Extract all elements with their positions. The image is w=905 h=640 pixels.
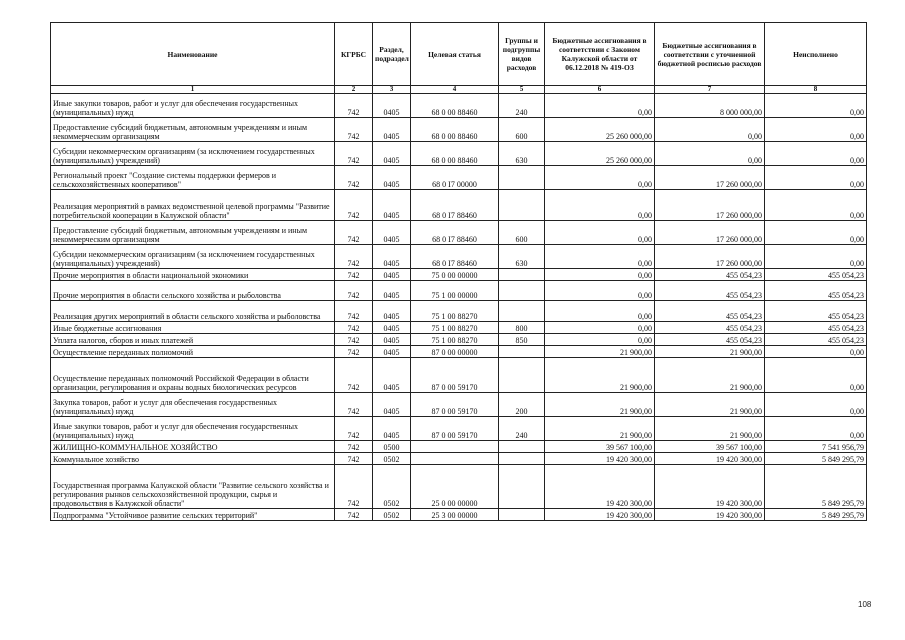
row-group: 240 <box>499 94 545 118</box>
row-group: 600 <box>499 221 545 245</box>
row-unspent: 7 541 956,79 <box>765 441 867 453</box>
row-name: Уплата налогов, сборов и иных платежей <box>51 334 335 346</box>
row-target: 75 0 00 00000 <box>411 269 499 281</box>
row-section: 0502 <box>373 509 411 521</box>
table-row <box>51 221 867 245</box>
row-section: 0500 <box>373 441 411 453</box>
row-name: Коммунальное хозяйство <box>51 453 335 465</box>
row-name: Региональный проект "Создание системы поддержки фермеров и сельскохозяйственных кооперативов" <box>51 166 335 190</box>
header-section: Раздел, подраздел <box>373 23 411 86</box>
row-budget-refined: 19 420 300,00 <box>655 453 765 465</box>
table-row <box>51 166 867 190</box>
row-unspent: 5 849 295,79 <box>765 509 867 521</box>
row-target: 68 0 I7 00000 <box>411 166 499 190</box>
table-row <box>51 346 867 358</box>
row-kgrbs: 742 <box>335 94 373 118</box>
row-kgrbs: 742 <box>335 441 373 453</box>
row-unspent: 455 054,23 <box>765 301 867 322</box>
row-group <box>499 166 545 190</box>
row-budget-refined: 17 260 000,00 <box>655 190 765 221</box>
row-name: Закупка товаров, работ и услуг для обеспечения государственных (муниципальных) нужд <box>51 393 335 417</box>
row-section: 0405 <box>373 142 411 166</box>
row-name: Иные бюджетные ассигнования <box>51 322 335 334</box>
row-unspent: 455 054,23 <box>765 269 867 281</box>
row-section: 0502 <box>373 465 411 509</box>
row-name: Подпрограмма "Устойчивое развитие сельских территорий" <box>51 509 335 521</box>
row-budget-refined: 0,00 <box>655 142 765 166</box>
row-kgrbs: 742 <box>335 453 373 465</box>
row-budget-refined: 8 000 000,00 <box>655 94 765 118</box>
row-target <box>411 453 499 465</box>
row-target: 87 0 00 59170 <box>411 393 499 417</box>
row-name: Прочие мероприятия в области сельского хозяйства и рыболовства <box>51 281 335 301</box>
row-group <box>499 281 545 301</box>
row-group <box>499 346 545 358</box>
row-unspent: 0,00 <box>765 142 867 166</box>
row-unspent: 0,00 <box>765 190 867 221</box>
row-section: 0405 <box>373 358 411 393</box>
row-kgrbs: 742 <box>335 118 373 142</box>
row-budget-law: 0,00 <box>545 269 655 281</box>
row-section: 0405 <box>373 281 411 301</box>
row-section: 0405 <box>373 393 411 417</box>
row-group <box>499 269 545 281</box>
row-kgrbs: 742 <box>335 358 373 393</box>
row-kgrbs: 742 <box>335 190 373 221</box>
table-row <box>51 509 867 521</box>
row-group: 850 <box>499 334 545 346</box>
row-budget-law: 21 900,00 <box>545 417 655 441</box>
row-section: 0405 <box>373 322 411 334</box>
col-number: 8 <box>765 86 867 94</box>
table-row <box>51 393 867 417</box>
row-budget-law: 25 260 000,00 <box>545 142 655 166</box>
table-body <box>51 94 867 521</box>
row-group: 800 <box>499 322 545 334</box>
row-section: 0405 <box>373 269 411 281</box>
row-section: 0405 <box>373 94 411 118</box>
row-budget-law: 0,00 <box>545 301 655 322</box>
header-target: Целевая статья <box>411 23 499 86</box>
row-target: 87 0 00 59170 <box>411 417 499 441</box>
row-section: 0405 <box>373 190 411 221</box>
row-name: Субсидии некоммерческим организациям (за исключением государственных (муниципальных) учреждений) <box>51 142 335 166</box>
table-row <box>51 453 867 465</box>
col-number: 3 <box>373 86 411 94</box>
col-number: 1 <box>51 86 335 94</box>
row-kgrbs: 742 <box>335 142 373 166</box>
row-section: 0405 <box>373 245 411 269</box>
row-budget-refined: 19 420 300,00 <box>655 509 765 521</box>
column-number-row <box>51 86 867 94</box>
row-target: 25 3 00 00000 <box>411 509 499 521</box>
table-row <box>51 269 867 281</box>
row-budget-law: 0,00 <box>545 190 655 221</box>
row-budget-law: 0,00 <box>545 245 655 269</box>
row-kgrbs: 742 <box>335 334 373 346</box>
row-kgrbs: 742 <box>335 346 373 358</box>
row-budget-law: 21 900,00 <box>545 346 655 358</box>
row-kgrbs: 742 <box>335 269 373 281</box>
row-budget-refined: 39 567 100,00 <box>655 441 765 453</box>
row-budget-refined: 19 420 300,00 <box>655 465 765 509</box>
row-unspent: 5 849 295,79 <box>765 453 867 465</box>
table-row <box>51 94 867 118</box>
header-groups: Группы и подгруппы видов расходов <box>499 23 545 86</box>
row-name: Осуществление переданных полномочий <box>51 346 335 358</box>
row-unspent: 0,00 <box>765 245 867 269</box>
row-target: 75 1 00 00000 <box>411 281 499 301</box>
col-number: 2 <box>335 86 373 94</box>
row-kgrbs: 742 <box>335 301 373 322</box>
row-budget-law: 25 260 000,00 <box>545 118 655 142</box>
row-target <box>411 441 499 453</box>
row-budget-refined: 455 054,23 <box>655 334 765 346</box>
row-budget-law: 0,00 <box>545 281 655 301</box>
row-unspent: 0,00 <box>765 221 867 245</box>
row-budget-refined: 455 054,23 <box>655 269 765 281</box>
row-budget-refined: 455 054,23 <box>655 301 765 322</box>
row-budget-law: 19 420 300,00 <box>545 453 655 465</box>
header-budget-law: Бюджетные ассигнования в соответствии с Законом Калужской области от 06.12.2018 № 419-ОЗ <box>545 23 655 86</box>
table-row <box>51 190 867 221</box>
row-name: Государственная программа Калужской области "Развитие сельского хозяйства и регулирования рынков сельскохозяйственной продукции, сырья и продовольствия в Калужской области" <box>51 465 335 509</box>
row-unspent: 0,00 <box>765 393 867 417</box>
row-kgrbs: 742 <box>335 221 373 245</box>
col-number: 7 <box>655 86 765 94</box>
table-row <box>51 281 867 301</box>
col-number: 4 <box>411 86 499 94</box>
table-row <box>51 334 867 346</box>
row-kgrbs: 742 <box>335 281 373 301</box>
row-budget-law: 0,00 <box>545 334 655 346</box>
table-row <box>51 118 867 142</box>
row-section: 0405 <box>373 301 411 322</box>
table-row <box>51 465 867 509</box>
row-unspent: 0,00 <box>765 94 867 118</box>
table-row <box>51 417 867 441</box>
row-name: Субсидии некоммерческим организациям (за исключением государственных (муниципальных) учреждений) <box>51 245 335 269</box>
row-unspent: 0,00 <box>765 417 867 441</box>
row-kgrbs: 742 <box>335 245 373 269</box>
header-row <box>51 23 867 86</box>
row-budget-refined: 21 900,00 <box>655 358 765 393</box>
row-group <box>499 441 545 453</box>
row-name: Реализация мероприятий в рамках ведомственной целевой программы "Развитие потребительской кооперации в Калужской области" <box>51 190 335 221</box>
row-name: Осуществление переданных полномочий Российской Федерации в области организации, регулирования и охраны водных биологических ресурсов <box>51 358 335 393</box>
row-group: 240 <box>499 417 545 441</box>
header-unspent: Неисполнено <box>765 23 867 86</box>
header-kgrbs: КГРБС <box>335 23 373 86</box>
row-section: 0502 <box>373 453 411 465</box>
page-number: 108 <box>858 600 872 609</box>
row-name: Иные закупки товаров, работ и услуг для обеспечения государственных (муниципальных) нужд <box>51 94 335 118</box>
row-kgrbs: 742 <box>335 417 373 441</box>
row-section: 0405 <box>373 221 411 245</box>
row-kgrbs: 742 <box>335 166 373 190</box>
row-group: 630 <box>499 245 545 269</box>
row-name: Предоставление субсидий бюджетным, автономным учреждениям и иным некоммерческим организациям <box>51 118 335 142</box>
row-group: 600 <box>499 118 545 142</box>
row-group: 200 <box>499 393 545 417</box>
row-budget-refined: 0,00 <box>655 118 765 142</box>
row-kgrbs: 742 <box>335 509 373 521</box>
table-row <box>51 322 867 334</box>
row-group <box>499 190 545 221</box>
row-budget-law: 0,00 <box>545 221 655 245</box>
row-target: 68 0 I7 88460 <box>411 221 499 245</box>
row-kgrbs: 742 <box>335 322 373 334</box>
row-target: 68 0 I7 88460 <box>411 245 499 269</box>
row-budget-law: 21 900,00 <box>545 393 655 417</box>
row-unspent: 455 054,23 <box>765 334 867 346</box>
row-section: 0405 <box>373 417 411 441</box>
row-budget-law: 21 900,00 <box>545 358 655 393</box>
row-budget-refined: 21 900,00 <box>655 417 765 441</box>
row-group: 630 <box>499 142 545 166</box>
row-name: ЖИЛИЩНО-КОММУНАЛЬНОЕ ХОЗЯЙСТВО <box>51 441 335 453</box>
row-budget-law: 39 567 100,00 <box>545 441 655 453</box>
row-target: 25 0 00 00000 <box>411 465 499 509</box>
row-target: 87 0 00 59170 <box>411 358 499 393</box>
row-budget-refined: 455 054,23 <box>655 322 765 334</box>
row-budget-refined: 21 900,00 <box>655 346 765 358</box>
budget-table-sheet <box>50 22 866 521</box>
table-row <box>51 142 867 166</box>
row-target: 75 1 00 88270 <box>411 322 499 334</box>
budget-table <box>50 22 867 521</box>
row-section: 0405 <box>373 166 411 190</box>
table-row <box>51 245 867 269</box>
row-group <box>499 509 545 521</box>
row-budget-law: 0,00 <box>545 322 655 334</box>
row-group <box>499 358 545 393</box>
row-group <box>499 465 545 509</box>
row-budget-law: 0,00 <box>545 166 655 190</box>
row-budget-refined: 21 900,00 <box>655 393 765 417</box>
row-kgrbs: 742 <box>335 393 373 417</box>
row-budget-refined: 17 260 000,00 <box>655 166 765 190</box>
col-number: 5 <box>499 86 545 94</box>
row-budget-refined: 455 054,23 <box>655 281 765 301</box>
row-group <box>499 301 545 322</box>
row-budget-law: 0,00 <box>545 94 655 118</box>
row-kgrbs: 742 <box>335 465 373 509</box>
row-name: Реализация других мероприятий в области сельского хозяйства и рыболовства <box>51 301 335 322</box>
row-unspent: 455 054,23 <box>765 322 867 334</box>
row-target: 87 0 00 00000 <box>411 346 499 358</box>
row-section: 0405 <box>373 346 411 358</box>
row-budget-law: 19 420 300,00 <box>545 509 655 521</box>
row-target: 68 0 00 88460 <box>411 118 499 142</box>
row-target: 68 0 00 88460 <box>411 142 499 166</box>
row-budget-refined: 17 260 000,00 <box>655 221 765 245</box>
row-name: Иные закупки товаров, работ и услуг для обеспечения государственных (муниципальных) нужд <box>51 417 335 441</box>
row-name: Предоставление субсидий бюджетным, автономным учреждениям и иным некоммерческим организациям <box>51 221 335 245</box>
header-budget-refined: Бюджетные ассигнования в соответствии с уточненной бюджетной росписью расходов <box>655 23 765 86</box>
row-target: 68 0 00 88460 <box>411 94 499 118</box>
row-section: 0405 <box>373 118 411 142</box>
row-unspent: 5 849 295,79 <box>765 465 867 509</box>
table-row <box>51 441 867 453</box>
header-name: Наименование <box>51 23 335 86</box>
row-budget-refined: 17 260 000,00 <box>655 245 765 269</box>
row-group <box>499 453 545 465</box>
row-unspent: 0,00 <box>765 358 867 393</box>
row-target: 75 1 00 88270 <box>411 301 499 322</box>
row-unspent: 455 054,23 <box>765 281 867 301</box>
row-budget-law: 19 420 300,00 <box>545 465 655 509</box>
row-unspent: 0,00 <box>765 118 867 142</box>
table-row <box>51 301 867 322</box>
row-target: 68 0 I7 88460 <box>411 190 499 221</box>
row-section: 0405 <box>373 334 411 346</box>
row-target: 75 1 00 88270 <box>411 334 499 346</box>
table-row <box>51 358 867 393</box>
col-number: 6 <box>545 86 655 94</box>
row-unspent: 0,00 <box>765 166 867 190</box>
row-name: Прочие мероприятия в области национальной экономики <box>51 269 335 281</box>
row-unspent: 0,00 <box>765 346 867 358</box>
